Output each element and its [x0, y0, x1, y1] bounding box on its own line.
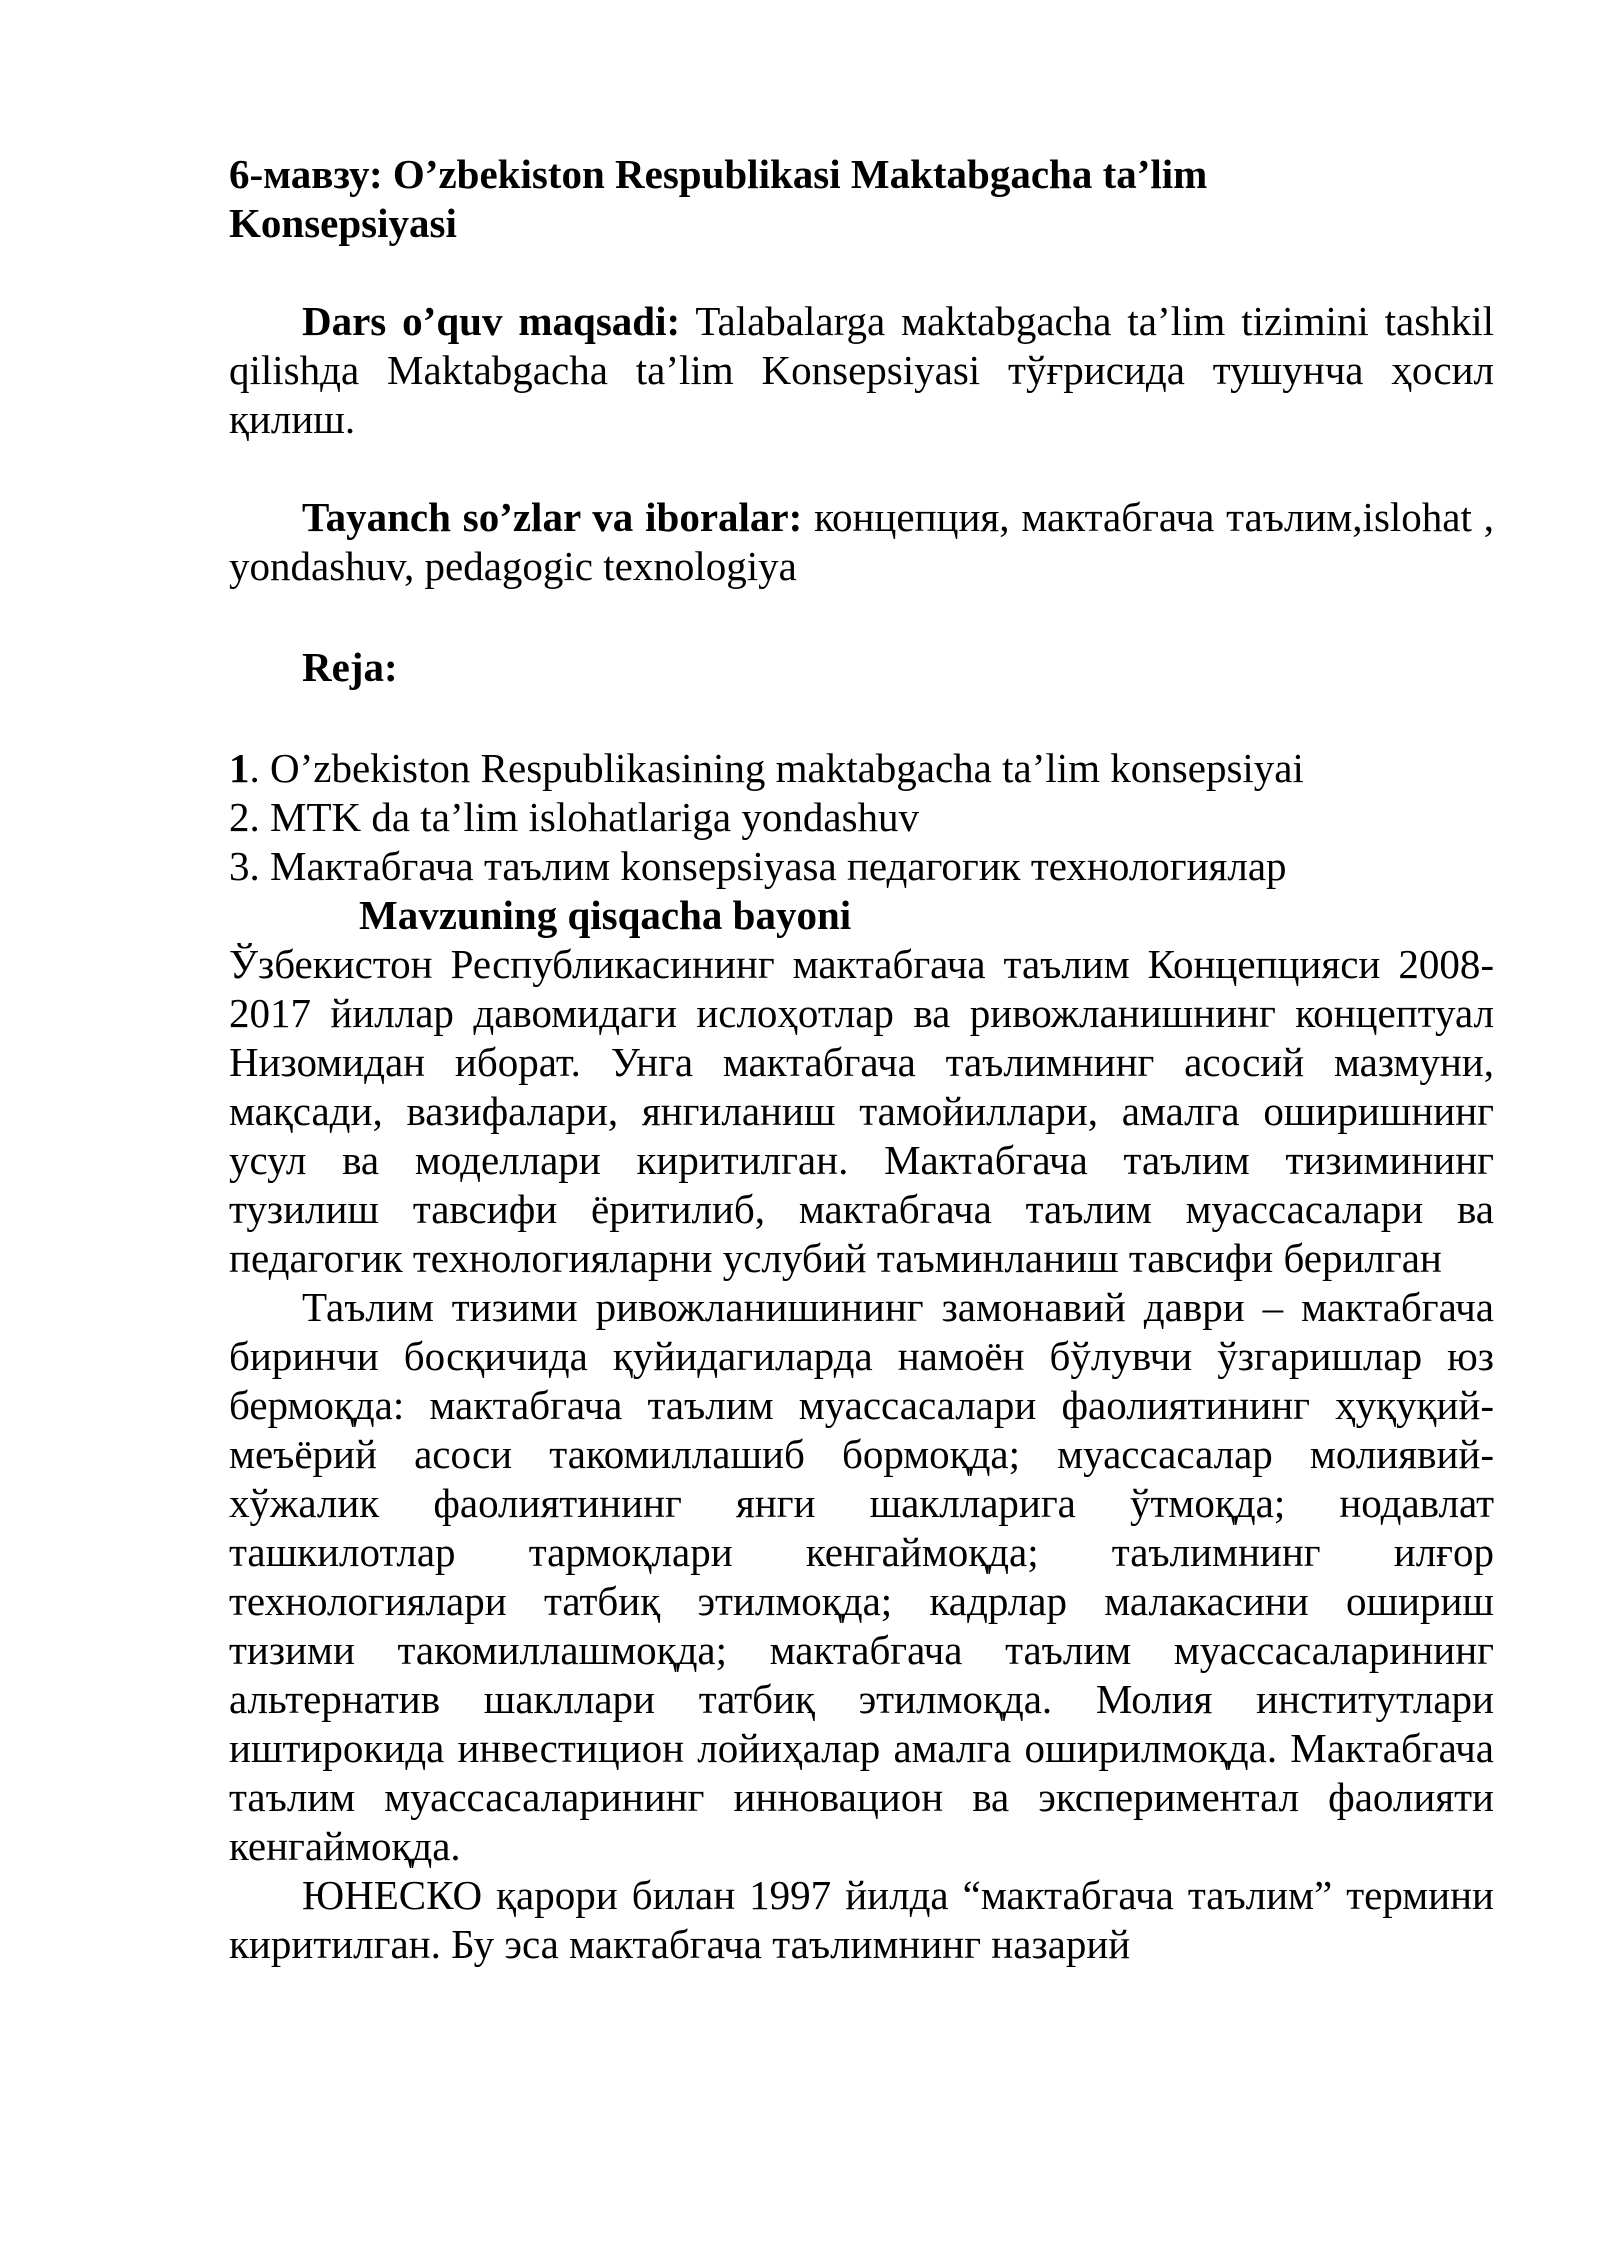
plan-item: [229, 744, 1494, 793]
keywords-text: концепция, мактабгача таълим,islohat , yondashuv, pedagogic texnologiya: [229, 494, 1494, 589]
plan-heading: [229, 643, 1494, 692]
objective-text: Talabalarga мaktabgacha ta’lim tizimini tashkil qilishда Maktabgacha ta’lim Konsepsiyasi тўғрисида тушунча ҳосил қилиш.: [229, 298, 1494, 442]
plan-label: Reja:: [302, 644, 398, 690]
document-title: 6-мавзу: O’zbekiston Respublikasi Maktabgacha ta’lim Konsepsiyasi: [229, 151, 1208, 246]
plan-list: [229, 744, 1494, 891]
objective-paragraph: [229, 297, 1494, 444]
keywords-label: Tayanch so’zlar va iboralar:: [302, 494, 803, 540]
summary-paragraph: ЮНЕСКО қарори билан 1997 йилда “мактабгача таълим” термини киритилган. Бу эса мактабгача таълимнинг назарий: [229, 1872, 1494, 1967]
summary-paragraph: Таълим тизими ривожланишининг замонавий даври – мактабгача биринчи босқичида қуйидагиларда намоён бўлувчи ўзгаришлар юз бермоқда: мактабгача таълим муассасалари фаолиятининг ҳуқуқий-меъёрий асоси такомиллашиб бормоқда; муассасалар молиявий-хўжалик фаолиятининг янги шаклларига ўтмоқда; нодавлат ташкилотлар тармоқлари кенгаймоқда; таълимнинг илғор технологиялари татбиқ этилмоқда; кадрлар малакасини ошириш тизими такомиллашмоқда; мактабгача таълим муассасаларининг альтернатив шакллари татбиқ этилмоқда. Молия институтлари иштирокида инвестицион лойиҳалар амалга оширилмоқда. Мактабгача таълим муассасаларининг инновацион ва экспериментал фаолияти кенгаймоқда.: [229, 1284, 1494, 1869]
summary-heading: Mavzuning qisqacha bayoni: [359, 892, 852, 938]
document-page: [229, 150, 1494, 1969]
plan-item-number: 2: [229, 794, 250, 840]
plan-item-text: . Мактабгача таълим konsepsiyasa педагогик технологиялар: [249, 843, 1287, 889]
plan-item-number: 3: [229, 843, 250, 889]
plan-item-number: 1: [229, 745, 250, 791]
keywords-paragraph: [229, 493, 1494, 591]
plan-item: [229, 793, 1494, 842]
objective-label: Dars o’quv maqsadi:: [302, 298, 681, 344]
plan-item-text: . MTK da ta’lim islohatlariga yondashuv: [249, 794, 920, 840]
plan-item: [229, 842, 1494, 891]
plan-item-text: . O’zbekiston Respublikasining maktabgacha ta’lim konsepsiyai: [249, 745, 1304, 791]
summary-paragraph: Ўзбекистон Республикасининг мактабгача таълим Концепцияси 2008-2017 йиллар давомидаги ислоҳотлар ва ривожланишнинг концептуал Низомидан иборат. Унга мактабгача таълимнинг асосий мазмуни, мақсади, вазифалари, янгиланиш тамойиллари, амалга оширишнинг усул ва моделлари киритилган. Мактабгача таълим тизимининг тузилиш тавсифи ёритилиб, мактабгача таълим муассасалари ва педагогик технологияларни услубий таъминланиш тавсифи берилган: [229, 941, 1494, 1281]
